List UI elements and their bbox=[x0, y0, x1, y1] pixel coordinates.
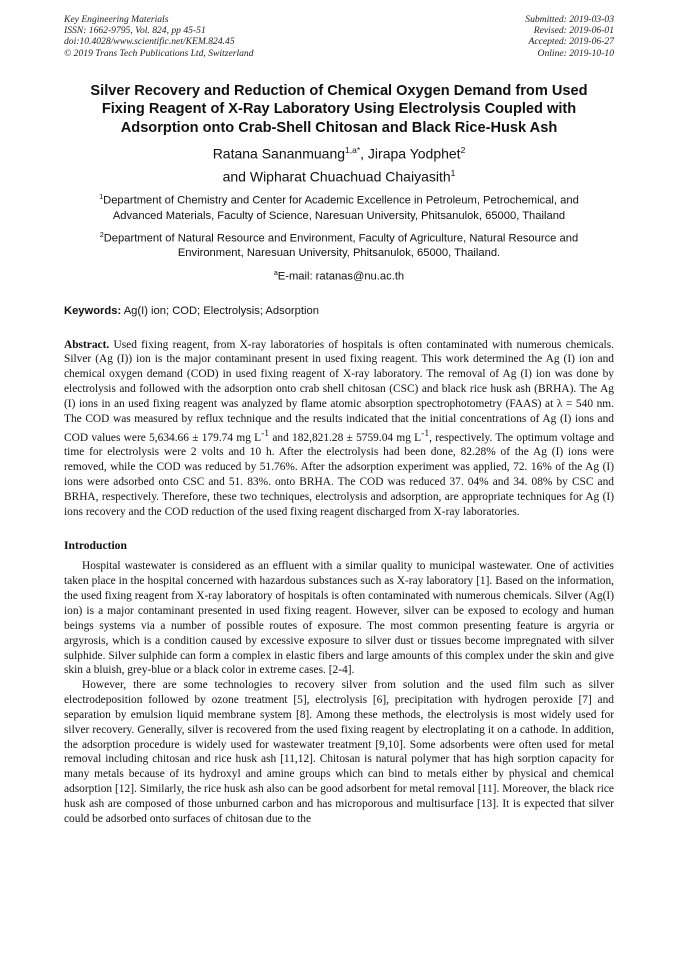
introduction-paragraph-2: However, there are some technologies to recovery silver from solution and the used film such as silver electrodeposition followed by ozone treatment [5], electrolysis [6], precipitation with hydrogen peroxide [7] and separation by emulsion liquid membrane system [8]. Among these methods, the electrolysis is most widely used for silver recovery. Generally, silver is recovered from the used fixing reagent by electroplating it on a cathode. In addition, the adsorption procedure is widely used for wastewater treatment [9,10]. Some adsorbents were often used for metal removal including chitosan and rice husk ash [11,12]. Chitosan is natural polymer that has high sorption capacity for many metals because of its hydroxyl and amine groups which can bind to metals either by physical and chemical adsorption [12]. Similarly, the rice husk ash also can be good adsorbent for metal removal [11]. Moreover, the black rice husk ash are composed of those unburned carbon and has microporous and multisurface [13]. It is expected that silver could be adsorbed onto surfaces of chitosan due to the bbox=[64, 679, 614, 825]
title-line-3: Adsorption onto Crab-Shell Chitosan and Black Rice-Husk Ash bbox=[120, 119, 558, 136]
author-separator: , bbox=[360, 145, 368, 162]
affiliation-2 bbox=[64, 229, 614, 261]
author-1-affiliation: 1,a* bbox=[345, 145, 361, 156]
title-line-2: Fixing Reagent of X-Ray Laboratory Using Electrolysis Coupled with bbox=[101, 101, 577, 118]
journal-info bbox=[64, 14, 254, 59]
affiliation-1-line-2: Advanced Materials, Faculty of Science, Naresuan University, Phitsanulok, 65000, Thailand bbox=[112, 209, 566, 222]
journal-doi[interactable]: doi:10.4028/www.scientific.net/KEM.824.45 bbox=[64, 36, 235, 48]
email-address[interactable]: E-mail: ratanas@nu.ac.th bbox=[277, 270, 405, 283]
affiliation-1-text-1: Department of Chemistry and Center for Academic Excellence in Petroleum, Petrochemical, and bbox=[103, 195, 579, 208]
introduction-paragraph-1: Hospital wastewater is considered as an effluent with a similar quality to municipal wastewater. One of activities taken place in the hospital concerned with hazardous substances such as X-ray laboratory [1]. Based on the information, the used fixing reagent from X-ray laboratory of hospitals is often contaminated with numerous chemicals. Silver (Ag(I) ion) is a major contaminant presented in used fixing reagent. However, silver can be exposed to ecology and human beings systems via a number of possible routes of exposure. The most common presenting feature is argyria or argyrosis, which is a condition caused by excessive exposure to silver dust or tissues become impregnated with silver sulphide. Silver sulphide can form a complex in elastic fibers and large amounts of this complex under the skin and give skin a bluish, grey-blue or a black color in extreme cases. [2-4]. bbox=[64, 560, 614, 677]
journal-name: Key Engineering Materials bbox=[64, 14, 169, 25]
affiliation-2-line-2: Environment, Naresuan University, Phitsanulok, 65000, Thailand. bbox=[177, 247, 501, 260]
affiliation-1-marker: 1 bbox=[99, 194, 104, 202]
author-3: Wipharat Chuachuad Chaiyasith bbox=[249, 168, 451, 185]
abstract bbox=[64, 338, 614, 520]
date-online: Online: 2019-10-10 bbox=[537, 47, 614, 59]
abstract-unit-sup-2: -1 bbox=[421, 428, 430, 439]
date-accepted: Accepted: 2019-06-27 bbox=[528, 36, 614, 48]
affiliation-2-line-1 bbox=[64, 229, 614, 246]
author-2: Jirapa Yodphet bbox=[367, 145, 461, 162]
affiliation-1-line-1 bbox=[64, 191, 614, 208]
journal-metadata bbox=[64, 14, 614, 59]
abstract-text-3: , respectively. The optimum voltage and time for electrolysis were 2 volts and 10 h. After the electrolysis had been done, 82.28% of the Ag (I) ions were removed, while the COD was reduced by 51.76%. After the adsorption experiment was applied, 72. 16% of the Ag (I) ions were adsorbed onto CSC and 51. 83%. onto BRHA. The COD was reduced 37. 04% and 34. 08% by CSC and BRHA, respectively. Therefore, these two techniques, electrolysis and adsorption, are appropriate techniques for Ag (I) ions recovery and the COD reduction of the used fixing reagent discharged from X-ray laboratories. bbox=[64, 431, 615, 518]
title-line-1: Silver Recovery and Reduction of Chemical Oxygen Demand from Used bbox=[90, 82, 588, 99]
journal-copyright: © 2019 Trans Tech Publications Ltd, Switzerland bbox=[64, 47, 254, 59]
affiliation-2-text-1: Department of Natural Resource and Environment, Faculty of Agriculture, Natural Resource and bbox=[103, 232, 579, 245]
author-list bbox=[64, 141, 614, 186]
author-1: Ratana Sananmuang bbox=[212, 145, 346, 162]
author-2-affiliation: 2 bbox=[460, 145, 466, 156]
affiliation-1 bbox=[64, 191, 614, 223]
keywords bbox=[64, 304, 614, 318]
author-3-affiliation: 1 bbox=[450, 167, 456, 178]
journal-issn: ISSN: 1662-9795, Vol. 824, pp 45-51 bbox=[64, 25, 206, 37]
abstract-label: Abstract. bbox=[64, 338, 110, 351]
keywords-label: Keywords: bbox=[64, 304, 122, 317]
corresponding-email bbox=[64, 267, 614, 284]
introduction-heading: Introduction bbox=[64, 539, 127, 553]
paper-title bbox=[64, 82, 614, 137]
authors-line-2 bbox=[64, 164, 614, 187]
date-submitted: Submitted: 2019-03-03 bbox=[525, 14, 614, 25]
abstract-unit-sup-1: -1 bbox=[261, 428, 270, 439]
date-revised: Revised: 2019-06-01 bbox=[533, 25, 614, 37]
abstract-text-1: Used fixing reagent, from X-ray laboratories of hospitals is often contaminated with numerous chemicals. Silver (Ag (I)) ion is the major contaminant present in used fixing reagent. This work determined the Ag (I) ion and chemical oxygen demand (COD) in used fixing reagent of X-ray laboratory. The removal of Ag (I) ion was done by electrolysis and followed with the adsorption onto crab shell chitosan (CSC) and black rice husk ash (BRHA). The Ag (I) ions in an used fixing reagent was analyzed by flame atomic absorption spectrophotometry (FAAS) at λ = 540 nm. The COD was measured by reflux technique and the results indicated that the initial concentrations of Ag (I) ions and COD values were 5,634.66 ± 179.74 mg L bbox=[64, 338, 614, 444]
keywords-text: Ag(I) ion; COD; Electrolysis; Adsorption bbox=[121, 304, 319, 317]
email-marker: a bbox=[273, 269, 278, 277]
authors-line-1 bbox=[64, 141, 614, 164]
abstract-text-2: and 182,821.28 ± 5759.04 mg L bbox=[269, 431, 422, 444]
affiliation-2-marker: 2 bbox=[99, 232, 104, 240]
submission-dates bbox=[525, 14, 614, 59]
author-and: and bbox=[222, 168, 250, 185]
